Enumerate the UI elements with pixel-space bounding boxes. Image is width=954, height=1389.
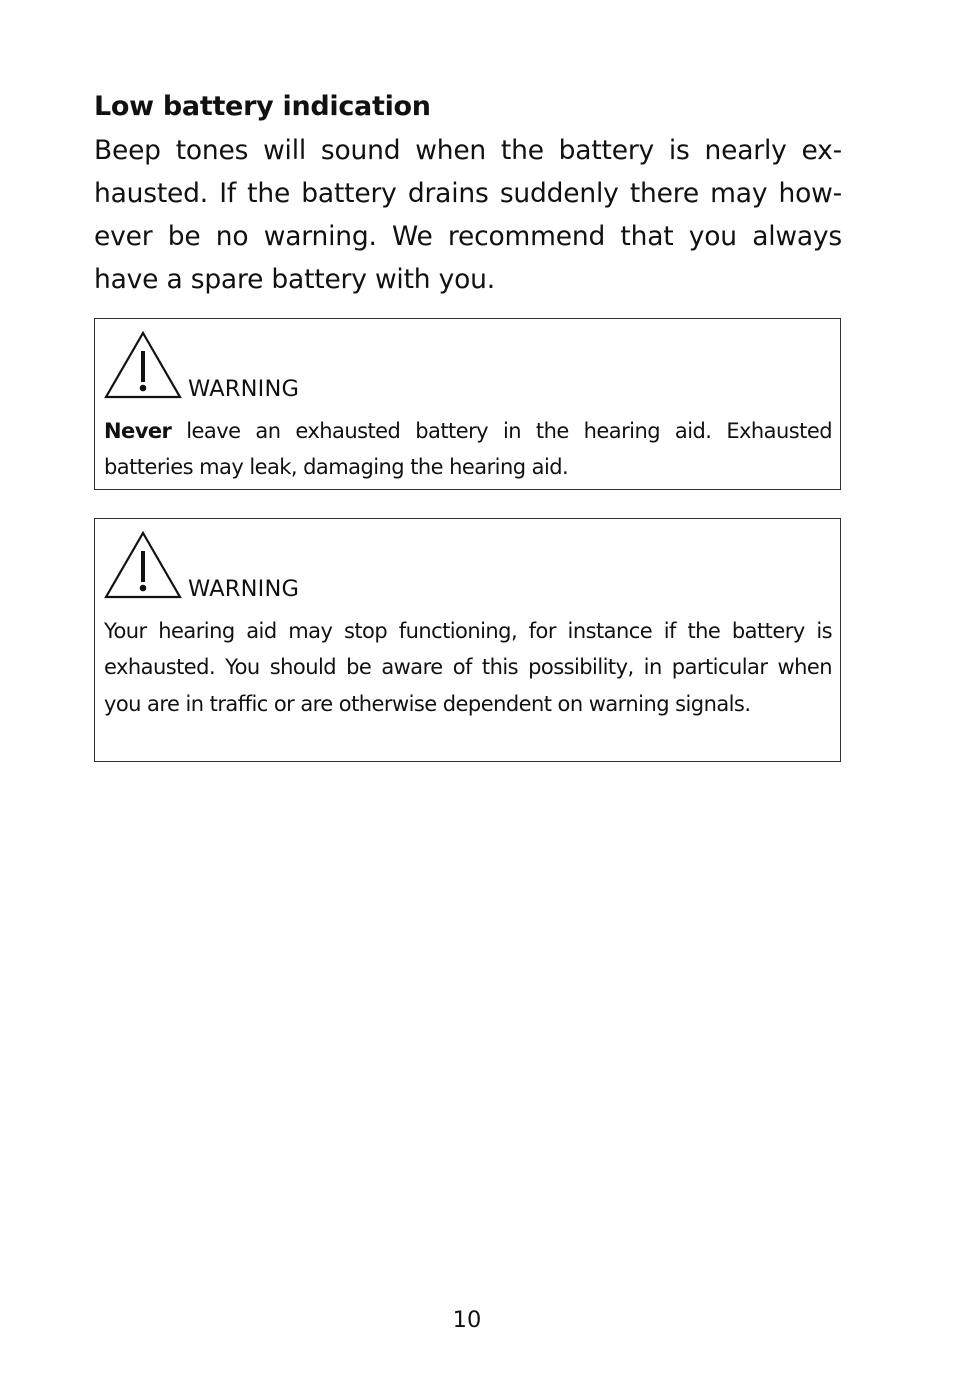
warning-text (104, 413, 832, 486)
warning-body: leave an exhausted battery in the hearing aid. Exhausted batteries may leak, damaging the hearing aid. (104, 419, 832, 480)
warning-triangle-icon (104, 331, 182, 399)
warning-box-aid-stops (94, 518, 841, 762)
warning-text: Your hearing aid may stop functioning, for instance if the battery is exhausted. You should be aware of this possibility, in particular when you are in traffic or are otherwise dependent on warning signals. (104, 619, 832, 716)
warning-box-battery-leak (94, 318, 841, 490)
warning-label: WARNING (188, 376, 300, 402)
warning-label: WARNING (188, 576, 300, 602)
warning-emphasis: Never (104, 419, 172, 443)
intro-paragraph: Beep tones will sound when the battery is nearly ex- hausted. If the battery drains suddenly there may how- ever be no warning. We recommend that you always have a spare battery with you. (94, 135, 842, 295)
warning-triangle-icon (104, 531, 182, 599)
page-number: 10 (452, 1307, 482, 1333)
section-heading: Low battery indication (94, 91, 431, 122)
